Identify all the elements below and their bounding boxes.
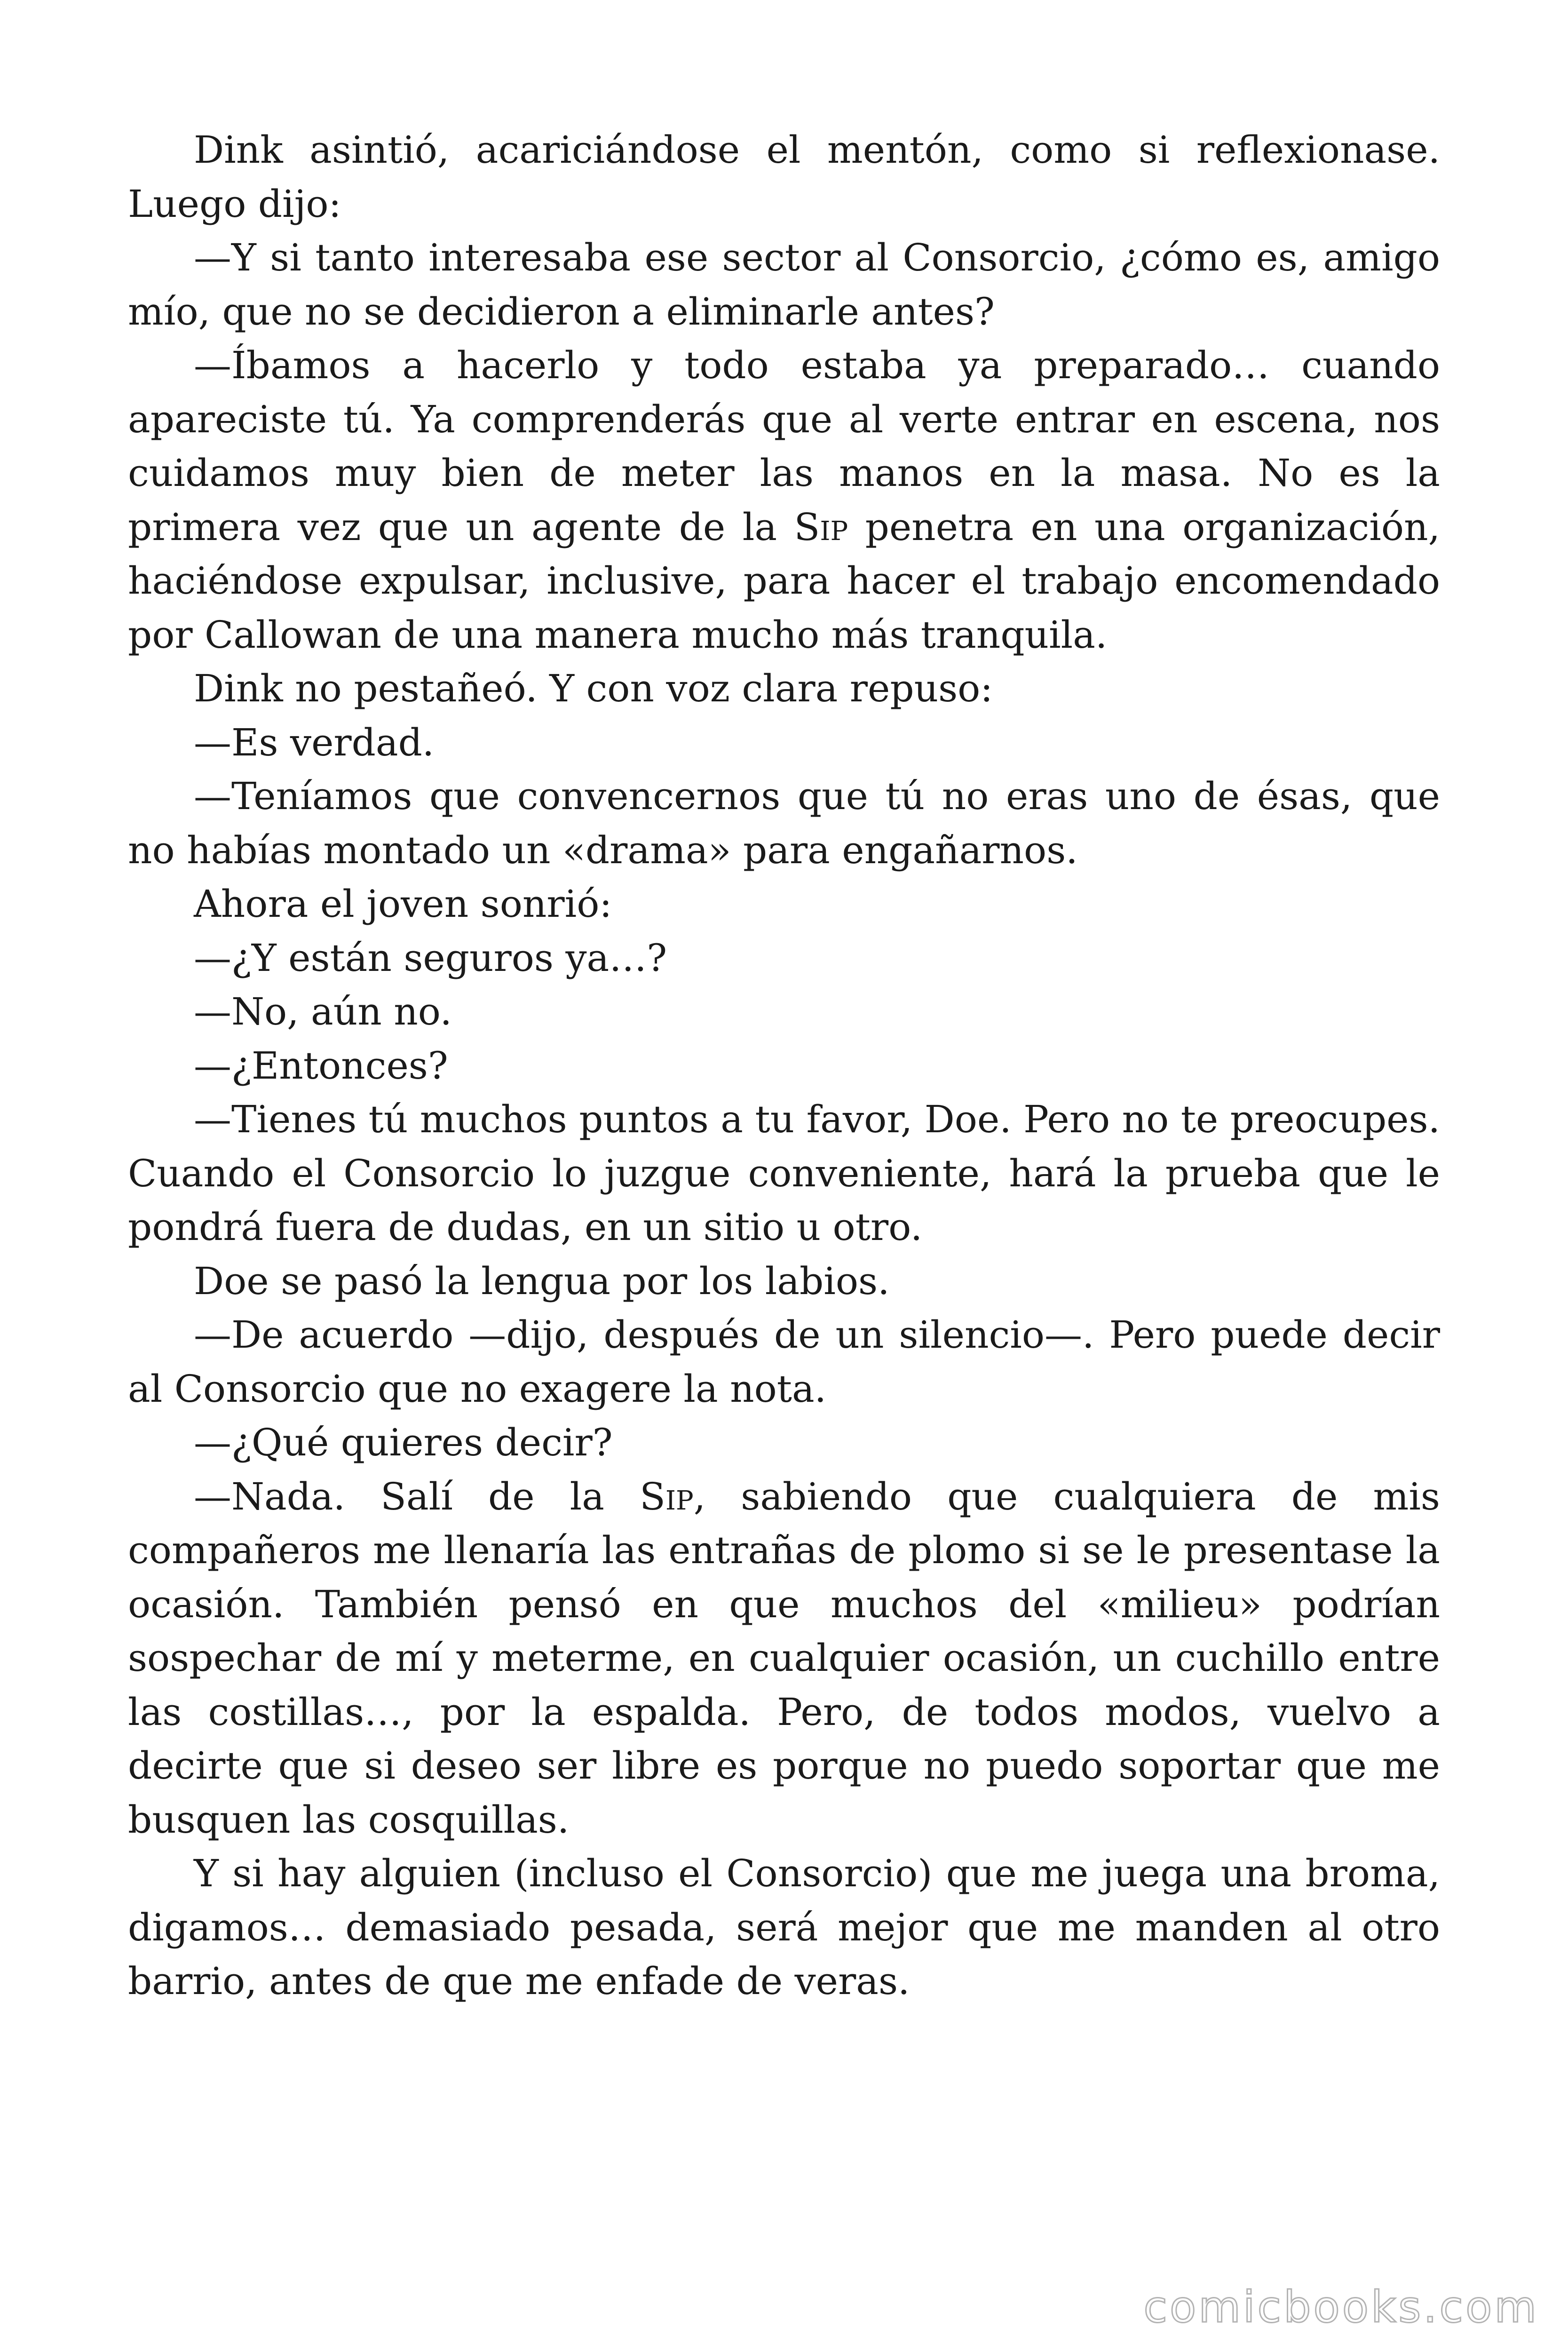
paragraph [128, 339, 1440, 662]
paragraph: —No, aún no. [194, 990, 452, 1033]
paragraph [128, 1470, 1440, 1847]
agency-name: Sip [794, 505, 848, 549]
paragraph: Ahora el joven sonrió: [194, 882, 612, 926]
paragraph-text: , sabiendo que cualquiera de mis compañeros me llenaría las entrañas de plomo si se le presentase la ocasión. También pensó en que muchos del «milieu» podrían sospechar de mí y meterme, en cualquier ocasión, un cuchillo entre las costillas…, por la espalda. Pero, de todos modos, vuelvo a decirte que si deseo ser libre es porque no puedo soportar que me busquen las cosquillas. [128, 1474, 1440, 1842]
agency-name: Sip [640, 1474, 694, 1518]
paragraph-text: —Íbamos a hacerlo y todo estaba ya preparado… cuando apareciste tú. Ya comprenderás que al verte entrar en escena, nos cuidamos muy bien de meter las manos en la masa. No es la primera vez que un agente de la [128, 343, 1440, 549]
paragraph: —¿Y están seguros ya…? [194, 936, 667, 980]
watermark: comicbooks.com [1143, 2282, 1539, 2332]
paragraph: —De acuerdo —dijo, después de un silencio—. Pero puede decir al Consorcio que no exagere la nota. [128, 1313, 1440, 1411]
paragraph: —¿Qué quieres decir? [194, 1421, 613, 1464]
paragraph: Dink no pestañeó. Y con voz clara repuso: [194, 667, 993, 710]
paragraph-text: penetra en una organización, haciéndose expulsar, inclusive, para hacer el trabajo encomendado por Callowan de una manera mucho más tranquila. [128, 505, 1440, 657]
paragraph: Dink asintió, acariciándose el mentón, como si reflexionase. Luego dijo: [128, 128, 1440, 226]
paragraph-text: —Nada. Salí de la [194, 1474, 640, 1518]
paragraph: —Es verdad. [194, 720, 435, 764]
paragraph: —Teníamos que convencernos que tú no eras uno de ésas, que no habías montado un «drama» para engañarnos. [128, 774, 1440, 872]
paragraph: —Y si tanto interesaba ese sector al Consorcio, ¿cómo es, amigo mío, que no se decidieron a eliminarle antes? [128, 236, 1440, 334]
paragraph: Y si hay alguien (incluso el Consorcio) que me juega una broma, digamos… demasiado pesada, será mejor que me manden al otro barrio, antes de que me enfade de veras. [128, 1851, 1440, 2003]
paragraph: Doe se pasó la lengua por los labios. [194, 1259, 890, 1303]
paragraph: —¿Entonces? [194, 1043, 448, 1088]
body-text [128, 123, 1440, 2009]
paragraph: —Tienes tú muchos puntos a tu favor, Doe. Pero no te preocupes. Cuando el Consorcio lo juzgue conveniente, hará la prueba que le pondrá fuera de dudas, en un sitio u otro. [128, 1097, 1440, 1249]
